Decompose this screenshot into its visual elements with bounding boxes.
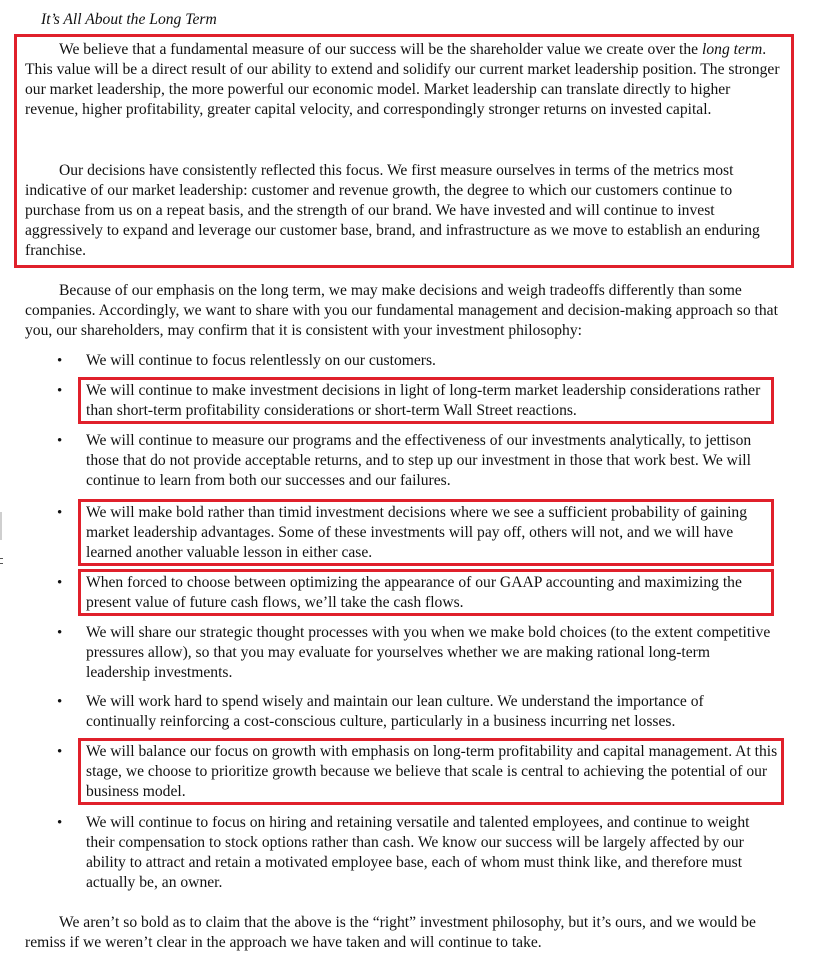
bullet-text: When forced to choose between optimizing the appearance of our GAAP accounting and maximizing the present value of future cash flows, we’ll take the cash flows. xyxy=(86,574,742,611)
paragraph-emphasis: Because of our emphasis on the long term, we may make decisions and weigh tradeoffs differently than some companies. Accordingly, we want to share with you our fundamental management and decision-making approach so that you, our shareholders, may confirm that it is consistent with your investment philosophy: xyxy=(25,282,778,339)
bullet-icon: • xyxy=(57,744,63,760)
paragraph-shareholder-value xyxy=(25,40,787,120)
closing-paragraph: We aren’t so bold as to claim that the above is the “right” investment philosophy, but it’s ours, and we would be remiss if we weren’t clear in the approach we have taken and will continue to take. xyxy=(25,914,756,951)
bullet-text: We will make bold rather than timid investment decisions where we see a sufficient probability of gaining market leadership advantages. Some of these investments will pay off, others will not, and we will have learned another valuable lesson in either case. xyxy=(86,504,748,561)
bullet-text: We will continue to focus relentlessly on our customers. xyxy=(86,352,436,369)
scan-margin-artifact xyxy=(0,563,3,564)
bullet-icon: • xyxy=(57,575,63,591)
bullet-text: We will continue to make investment decisions in light of long-term market leadership considerations rather than short-term profitability considerations or short-term Wall Street reactions. xyxy=(86,382,761,419)
bullet-text: We will balance our focus on growth with emphasis on long-term profitability and capital management. At this stage, we choose to prioritize growth because we believe that scale is central to achieving the potential of our business model. xyxy=(86,743,778,800)
bullet-icon: • xyxy=(57,625,63,641)
scan-margin-artifact xyxy=(0,512,2,540)
bullet-text: We will work hard to spend wisely and maintain our lean culture. We understand the importance of continually reinforcing a cost-conscious culture, particularly in a business incurring net losses. xyxy=(86,693,704,730)
paragraph-text: . This value will be a direct result of our ability to extend and solidify our current market leadership position. The stronger our market leadership, the more powerful our economic model. Market leadership can translate directly to higher revenue, higher profitability, greater capital velocity, and correspondingly stronger returns on invested capital. xyxy=(25,41,780,118)
section-heading: It’s All About the Long Term xyxy=(41,11,217,28)
scan-margin-artifact xyxy=(0,558,3,559)
bullet-text: We will continue to focus on hiring and retaining versatile and talented employees, and continue to weight their compensation to stock options rather than cash. We know our success will be largely affected by our ability to attract and retain a motivated employee base, each of whom must think like, and therefore must actually be, an owner. xyxy=(86,814,750,891)
bullet-icon: • xyxy=(57,815,63,831)
emphasis-long-term: long term xyxy=(702,41,763,58)
paragraph-decisions: Our decisions have consistently reflected this focus. We first measure ourselves in terms of the metrics most indicative of our market leadership: customer and revenue growth, the degree to which our customers continue to purchase from us on a repeat basis, and the strength of our brand. We have invested and will continue to invest aggressively to expand and leverage our customer base, brand, and infrastructure as we move to establish an enduring franchise. xyxy=(25,162,760,259)
bullet-icon: • xyxy=(57,353,63,369)
bullet-icon: • xyxy=(57,383,63,399)
bullet-icon: • xyxy=(57,433,63,449)
bullet-text: We will share our strategic thought processes with you when we make bold choices (to the extent competitive pressures allow), so that you may evaluate for yourselves whether we are making rational long-term leadership investments. xyxy=(86,624,771,681)
bullet-text: We will continue to measure our programs and the effectiveness of our investments analytically, to jettison those that do not provide acceptable returns, and to step up our investment in those that work best. We will continue to learn from both our successes and our failures. xyxy=(86,432,752,489)
bullet-icon: • xyxy=(57,694,63,710)
bullet-icon: • xyxy=(57,505,63,521)
paragraph-text: We believe that a fundamental measure of our success will be the shareholder value we create over the xyxy=(59,41,703,58)
